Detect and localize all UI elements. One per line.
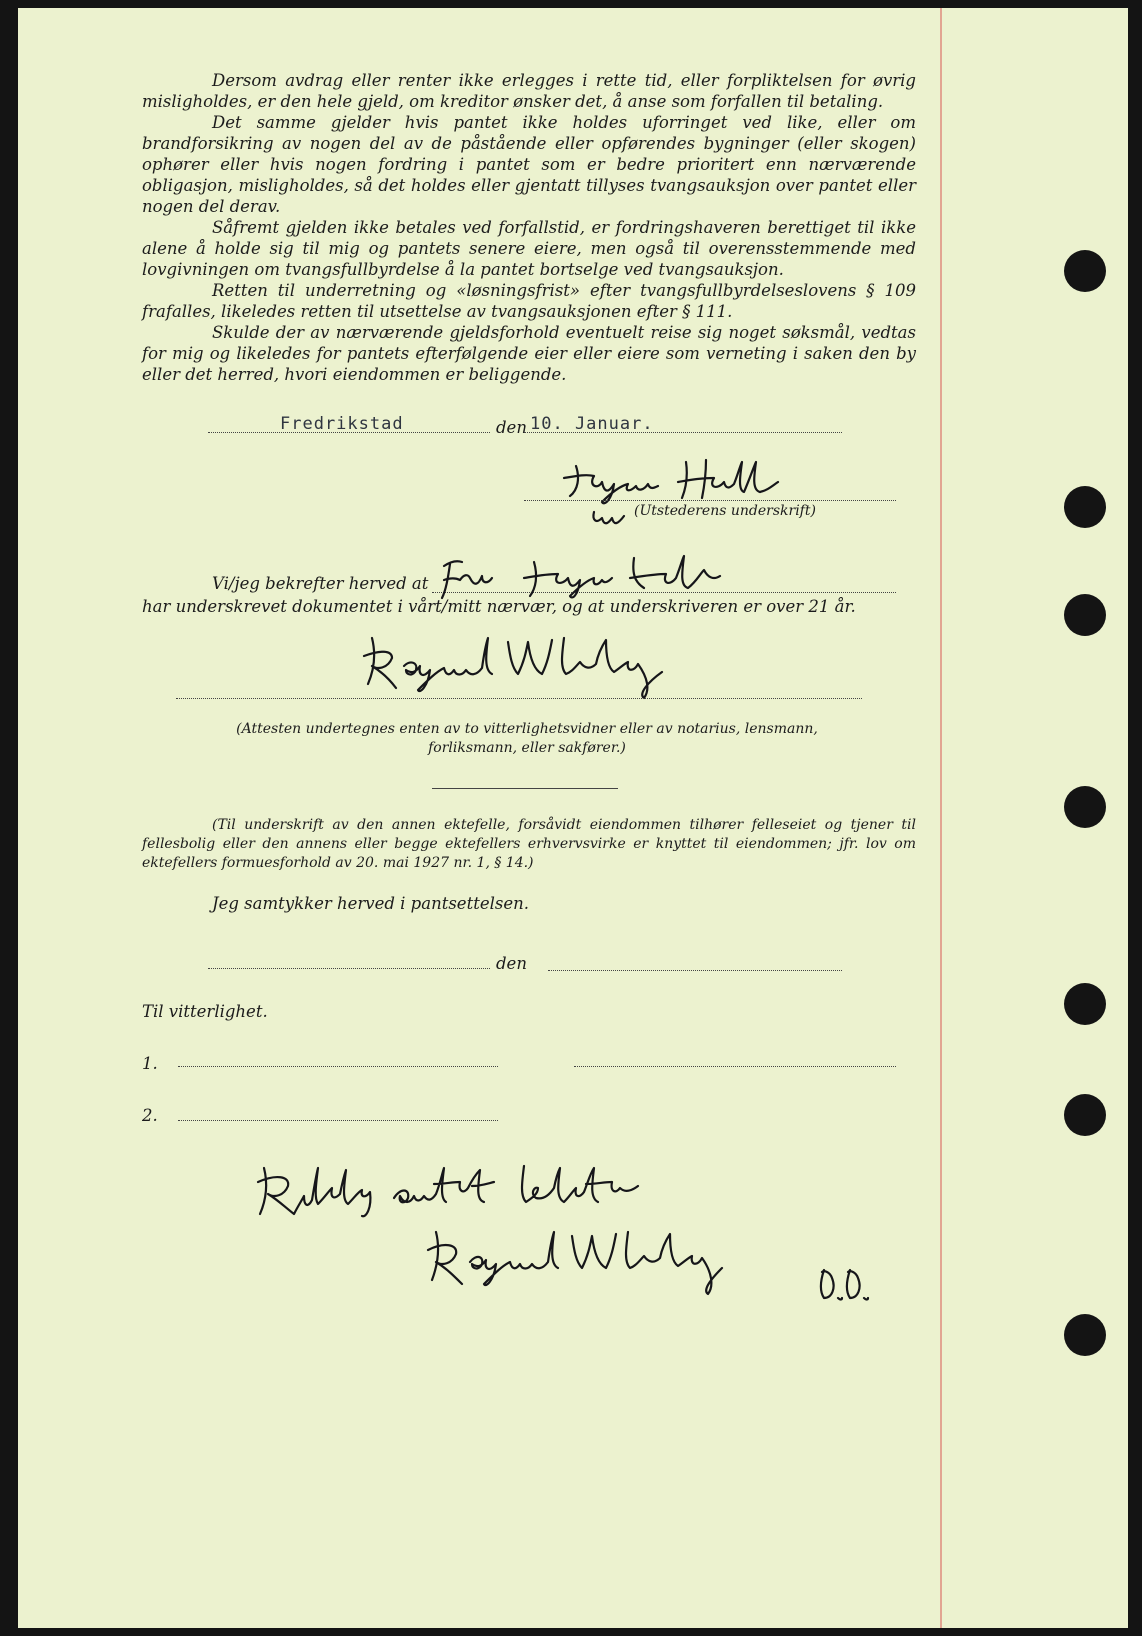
issuer-signature-mark	[588, 504, 638, 534]
witness-1-line-b	[574, 1066, 896, 1067]
witness-signature	[358, 632, 708, 702]
witness-1-line-a	[178, 1066, 498, 1067]
issuer-label: (Utstederens underskrift)	[634, 503, 816, 519]
den-label: den	[496, 418, 527, 437]
witness-prefix: Vi/jeg bekrefter herved at	[212, 574, 429, 593]
consent-den-label: den	[496, 954, 527, 973]
document-page	[18, 8, 1128, 1628]
witness-statement: har underskrevet dokumentet i vårt/mitt nærvær, og at underskriveren er over 21 år.	[142, 597, 856, 616]
spouse-note: (Til underskrift av den annen ektefelle, forsåvidt eiendommen tilhører felleseiet og tjener til fellesbolig eller den annens eller begge ektefellers erhvervsvirke er knyttet til eiendommen; jfr. lov om ektefellers formuesforhold av 20. mai 1927 nr. 1, § 14.)	[142, 817, 916, 871]
consent-date-line	[548, 970, 842, 971]
handwritten-certification	[254, 1158, 734, 1228]
witness-signature-line	[176, 698, 862, 699]
clause-venue: Skulde der av nærværende gjeldsforhold eventuelt reise sig noget søksmål, vedtas for mig og likeledes for pantets efterfølgende eier eller eiere som verneting i saken den by eller det herred, hvori eiendommen er beliggende.	[142, 323, 916, 384]
date: 10. Januar.	[530, 414, 654, 434]
clause-collateral: Det samme gjelder hvis pantet ikke holdes uforringet ved like, eller om brandforsikring av nogen del av de påstående eller opførendes bygninger (eller skogen) ophører eller hvis nogen fordring i pantet som er bedre prioritert enn nærværende obligasjon, misligholdes, så det holdes eller gjentatt tillyses tvangsauksjon over pantet eller nogen del derav.	[142, 113, 916, 216]
place: Fredrikstad	[280, 414, 404, 434]
issuer-signature	[558, 456, 818, 506]
witness-2-line	[178, 1120, 498, 1121]
handwritten-name	[434, 552, 754, 602]
punch-hole	[1064, 786, 1106, 828]
initials	[814, 1262, 884, 1306]
margin-line	[940, 8, 942, 1628]
vitterlighet-item: 2.	[142, 1106, 158, 1125]
vitterlighet-heading: Til vitterlighet.	[142, 1002, 268, 1021]
separator	[432, 788, 618, 789]
issuer-signature-line	[524, 500, 896, 501]
punch-hole	[1064, 1314, 1106, 1356]
consent-place-line	[208, 968, 490, 969]
consent-text: Jeg samtykker herved i pantsettelsen.	[212, 894, 529, 913]
certification-signature	[422, 1224, 732, 1304]
punch-hole	[1064, 594, 1106, 636]
vitterlighet-item: 1.	[142, 1054, 158, 1073]
punch-hole	[1064, 486, 1106, 528]
clause-foreclosure: Såfremt gjelden ikke betales ved forfallstid, er fordringshaveren berettiget til ikke alene å holde sig til mig og pantets senere eiere, men også til overensstemmende med lovgivningen om tvangsfullbyrdelse å la pantet bortselge ved tvangsauksjon.	[142, 218, 916, 279]
attest-note: (Attesten undertegnes enten av to vitterlighetsvidner eller av notarius, lensmann, forliksmann, eller sakfører.)	[236, 721, 818, 756]
punch-hole	[1064, 1094, 1106, 1136]
clause-default: Dersom avdrag eller renter ikke erlegges i rette tid, eller forpliktelsen for øvrig misligholdes, er den hele gjeld, om kreditor ønsker det, å anse som forfallen til betaling.	[142, 71, 916, 111]
punch-hole	[1064, 983, 1106, 1025]
clause-notice: Retten til underretning og «løsningsfrist» efter tvangsfullbyrdelseslovens § 109 frafalles, likeledes retten til utsettelse av tvangsauksjonen efter § 111.	[142, 281, 916, 321]
punch-hole	[1064, 250, 1106, 292]
